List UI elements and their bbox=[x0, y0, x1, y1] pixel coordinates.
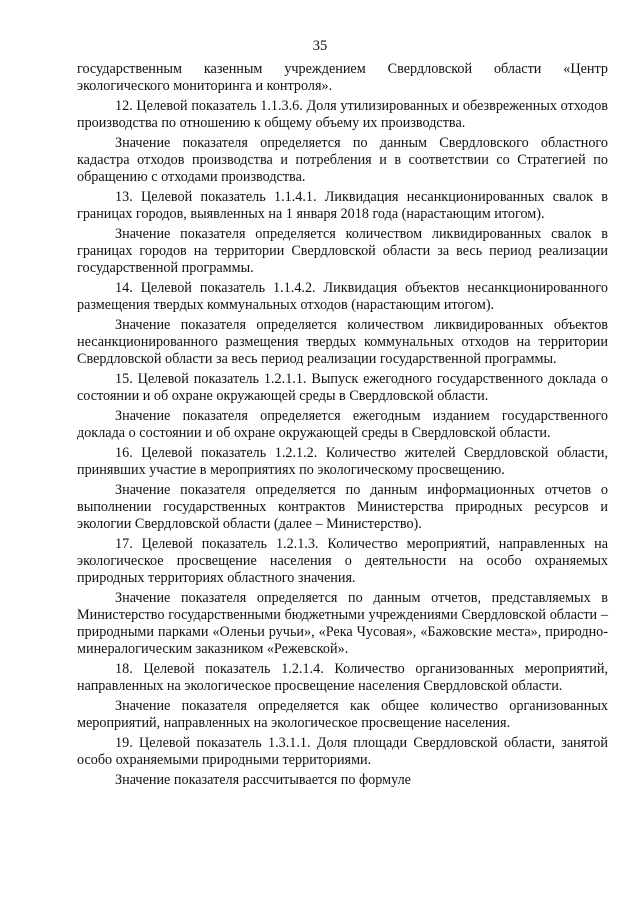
paragraph: Значение показателя определяется по данным информационных отчетов о выполнении государственных контрактов Министерства природных ресурсов и экологии Свердловской области (далее – Министерство). bbox=[77, 482, 608, 532]
paragraph: Значение показателя определяется количеством ликвидированных объектов несанкционированного размещения твердых коммунальных отходов на территории Свердловской области за весь период реализации государственной программы. bbox=[77, 317, 608, 367]
page-number: 35 bbox=[312, 38, 328, 54]
paragraph: государственным казенным учреждением Свердловской области «Центр экологического мониторинга и контроля». bbox=[77, 61, 608, 94]
paragraph: 13. Целевой показатель 1.1.4.1. Ликвидация несанкционированных свалок в границах городов, выявленных на 1 января 2018 года (нарастающим итогом). bbox=[77, 189, 608, 222]
paragraph: Значение показателя рассчитывается по формуле bbox=[115, 772, 411, 788]
paragraph: 12. Целевой показатель 1.1.3.6. Доля утилизированных и обезвреженных отходов производства по отношению к общему объему их производства. bbox=[77, 98, 608, 131]
paragraph: Значение показателя определяется количеством ликвидированных свалок в границах городов на территории Свердловской области за весь период реализации государственной программы. bbox=[77, 226, 608, 276]
paragraph: 14. Целевой показатель 1.1.4.2. Ликвидация объектов несанкционированного размещения твердых коммунальных отходов (нарастающим итогом). bbox=[77, 280, 608, 313]
paragraph: Значение показателя определяется по данным отчетов, представляемых в Министерство государственными бюджетными учреждениями Свердловской области – природными парками «Оленьи ручьи», «Река Чусовая», «Бажовские места», природно-минералогическим заказником «Режевской». bbox=[77, 590, 608, 657]
paragraph: Значение показателя определяется ежегодным изданием государственного доклада о состоянии и об охране окружающей среды в Свердловской области. bbox=[77, 408, 608, 441]
paragraph: 18. Целевой показатель 1.2.1.4. Количество организованных мероприятий, направленных на экологическое просвещение населения Свердловской области. bbox=[77, 661, 608, 694]
paragraph: Значение показателя определяется по данным Свердловского областного кадастра отходов производства и потребления и в соответствии со Стратегией по обращению с отходами производства. bbox=[77, 135, 608, 185]
paragraph: 19. Целевой показатель 1.3.1.1. Доля площади Свердловской области, занятой особо охраняемыми природными территориями. bbox=[77, 735, 608, 768]
paragraph: 16. Целевой показатель 1.2.1.2. Количество жителей Свердловской области, принявших участие в мероприятиях по экологическому просвещению. bbox=[77, 445, 608, 478]
paragraph: 17. Целевой показатель 1.2.1.3. Количество мероприятий, направленных на экологическое просвещение населения о деятельности на особо охраняемых природных территориях областного значения. bbox=[77, 536, 608, 586]
paragraph: Значение показателя определяется как общее количество организованных мероприятий, направленных на экологическое просвещение населения. bbox=[77, 698, 608, 731]
paragraph: 15. Целевой показатель 1.2.1.1. Выпуск ежегодного государственного доклада о состоянии и об охране окружающей среды в Свердловской области. bbox=[77, 371, 608, 404]
document-body bbox=[77, 61, 608, 789]
